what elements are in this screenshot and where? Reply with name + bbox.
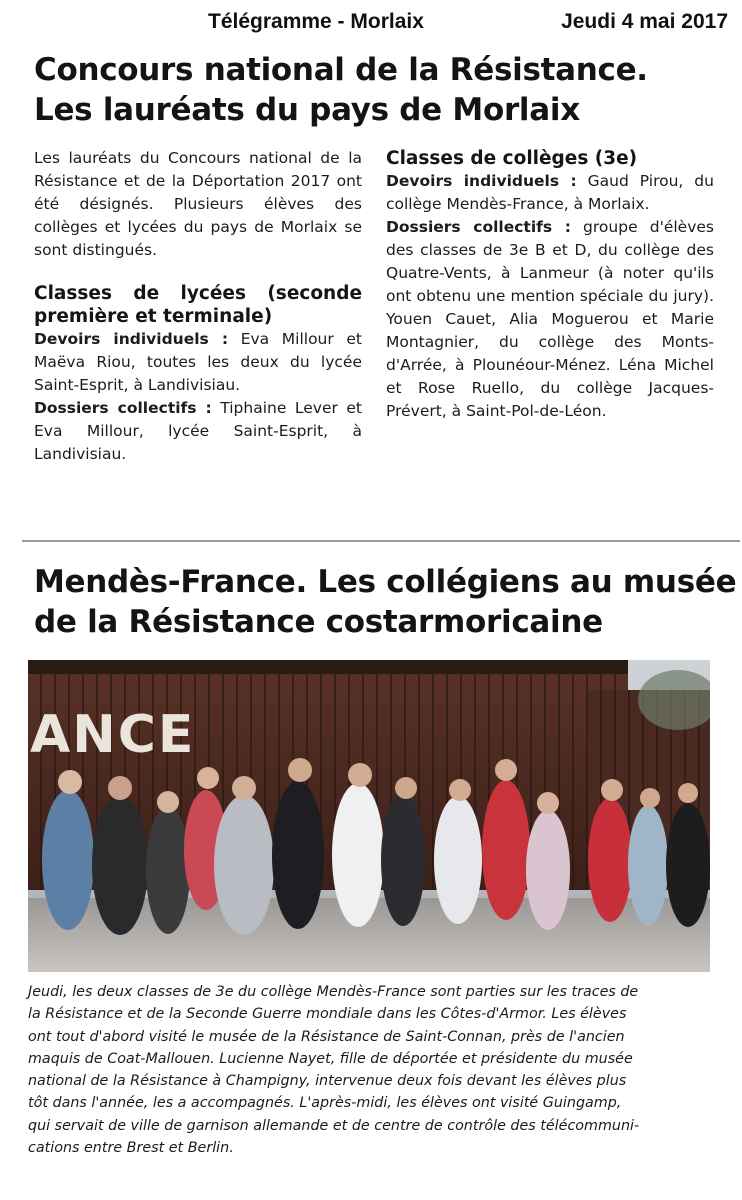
individual-label: Devoirs individuels :: [34, 330, 229, 348]
photo-sign-text: ANCE: [30, 705, 196, 765]
publication-date: Jeudi 4 mai 2017: [561, 10, 728, 33]
lycees-individual-paragraph: [34, 328, 362, 397]
collective-text: groupe d'élèves des classes de 3e B et D, du collège des Quatre-Vents, à Lanmeur (à noter qu'ils ont obtenu une mention spéciale du jury). Youen Cauet, Alia Moguerou et Marie Montagnier, du collège des Monts-d'Arrée, à Plounéour-Ménez. Léna Michel et Rose Ruello, du collège Jacques-Prévert, à Saint-Pol-de-Léon.: [386, 218, 714, 420]
caption-line: maquis de Coat-Mallouen. Lucienne Nayet, fille de déportée et présidente du musée: [28, 1050, 633, 1067]
article-2-headline: [34, 562, 737, 642]
colleges-collective-paragraph: [386, 216, 714, 423]
article-divider: [22, 540, 740, 542]
article-1-left-column: [34, 147, 362, 466]
individual-text: Gaud Pirou, du collège Mendès-France, à Morlaix.: [386, 172, 714, 213]
article-1-headline: [34, 50, 724, 130]
individual-label: Devoirs individuels :: [386, 172, 577, 190]
colleges-individual-paragraph: [386, 170, 714, 216]
collective-text: Tiphaine Lever et Eva Millour, lycée Saint-Esprit, à Landivisiau.: [34, 399, 362, 463]
headline-line: de la Résistance costarmoricaine: [34, 604, 603, 640]
caption-line: national de la Résistance à Champigny, intervenue deux fois devant les élèves plus: [28, 1073, 627, 1090]
individual-text: Eva Millour et Maëva Riou, toutes les deux du lycée Saint-Esprit, à Landivisiau.: [34, 330, 362, 394]
headline-line: Mendès-France. Les collégiens au musée: [34, 564, 737, 600]
headline-line: Les lauréats du pays de Morlaix: [34, 92, 580, 128]
caption-line: qui servait de ville de garnison allemande et de centre de contrôle des télécommuni-: [28, 1117, 640, 1134]
masthead: [208, 10, 728, 40]
caption-line: cations entre Brest et Berlin.: [28, 1140, 234, 1157]
newspaper-name: Télégramme - Morlaix: [208, 10, 424, 33]
article-1-right-column: [386, 147, 714, 423]
collective-label: Dossiers collectifs :: [386, 218, 571, 236]
caption-line: ont tout d'abord visité le musée de la Résistance de Saint-Connan, près de l'ancien: [28, 1028, 625, 1045]
caption-line: la Résistance et de la Seconde Guerre mondiale dans les Côtes-d'Armor. Les élèves: [28, 1006, 627, 1023]
article-intro: Les lauréats du Concours national de la Résistance et de la Déportation 2017 ont été désignés. Plusieurs élèves des collèges et lycées du pays de Morlaix se sont distingués.: [34, 149, 362, 259]
group-photo-illustration: [28, 660, 710, 972]
group-photo: [28, 660, 710, 972]
headline-line: Concours national de la Résistance.: [34, 52, 648, 88]
photo-caption: [28, 981, 712, 1159]
caption-line: Jeudi, les deux classes de 3e du collège Mendès-France sont parties sur les traces de: [28, 984, 639, 1000]
lycees-collective-paragraph: [34, 397, 362, 466]
section-heading-lycees: Classes de lycées (seconde première et terminale): [34, 283, 362, 327]
section-heading-colleges: Classes de collèges (3e): [386, 148, 638, 169]
caption-line: tôt dans l'année, les a accompagnés. L'après-midi, les élèves ont visité Guingamp,: [28, 1095, 622, 1112]
collective-label: Dossiers collectifs :: [34, 399, 212, 417]
